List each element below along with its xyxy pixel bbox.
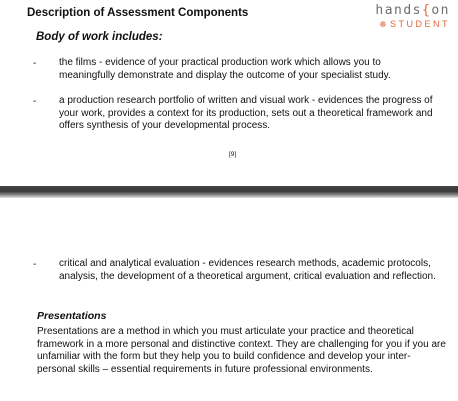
logo-subtitle: ☸STUDENT [379,19,450,29]
bullet-item-critical-evaluation: critical and analytical evaluation - evidences research methods, academic protocols, analysis, the development of a theoretical argument, critical evaluation and reflection. [59,258,436,282]
document-page-lower [0,198,458,401]
presentations-heading: Presentations [37,310,107,322]
page-number: [9] [229,151,237,158]
section-heading: Description of Assessment Components [27,7,249,19]
bullet-item-films: the films - evidence of your practical production work which allows you to meaningfully demonstrate and display the outcome of your specialist study. [59,57,391,81]
bullet-item-research-portfolio: a production research portfolio of written and visual work - evidences the progress of your work, provides a context for its production, sets out a theoretical framework and offers synthesis of your developmental process. [59,95,433,131]
bullet-dash: - [33,96,37,107]
page-break-divider [0,186,458,198]
bullet-dash: - [33,259,37,270]
hands-on-student-logo [375,4,450,29]
presentations-paragraph: Presentations are a method in which you must articulate your practice and theoretical framework in a more personal and distinctive context. They are challenging for you if you are unfamiliar with the form but they help you to build confidence and develop your inter-personal skills – essential requirements in future professional environments. [37,326,446,375]
logo-mark-icon: ☸ [379,20,389,29]
bullet-dash: - [33,58,37,69]
logo-wordmark: hands{on [375,3,450,18]
body-of-work-heading: Body of work includes: [36,31,163,43]
document-page-upper [0,0,458,186]
